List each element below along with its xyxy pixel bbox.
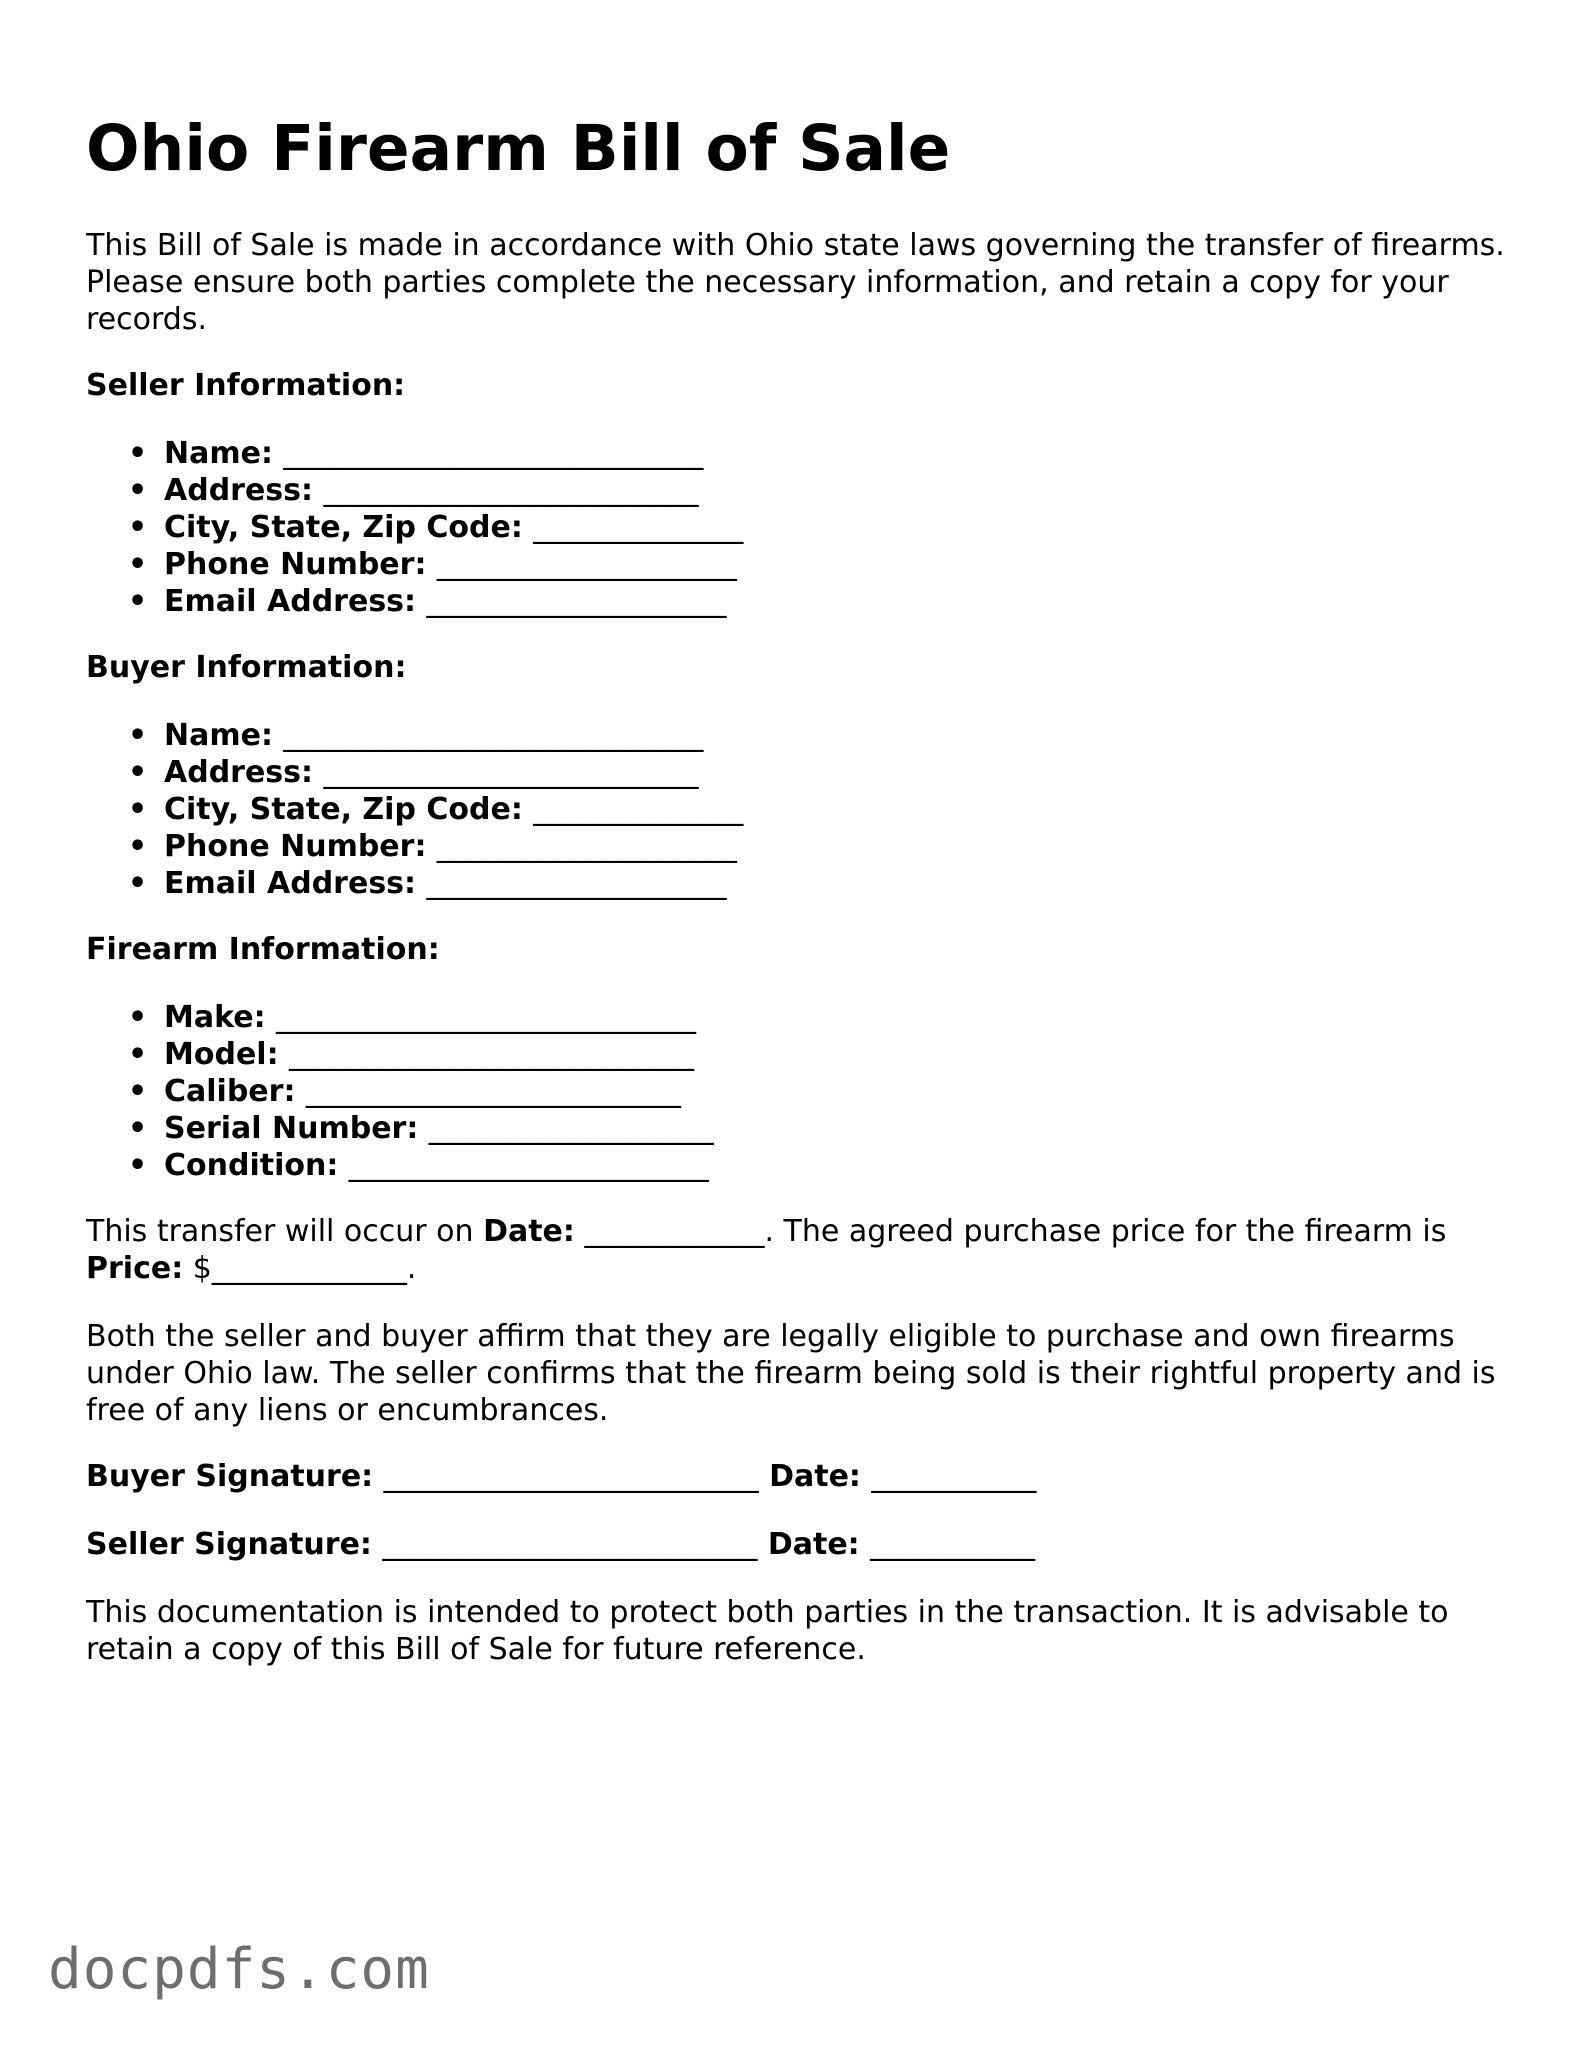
field-label: Phone Number:	[164, 547, 427, 582]
buyer-date-label: Date:	[769, 1459, 861, 1494]
field-label: Caliber:	[164, 1074, 296, 1109]
transfer-text-2: . The agreed purchase price for the firearm is	[764, 1214, 1447, 1249]
field-label: Name:	[164, 436, 273, 471]
firearm-section-heading: Firearm Information:	[86, 932, 440, 967]
field-label: Condition:	[164, 1148, 339, 1183]
buyer-fields-list	[86, 717, 743, 902]
fill-in-line[interactable]: ____________________	[426, 866, 727, 901]
buyer-signature-fill-in[interactable]: _________________________	[383, 1459, 759, 1494]
fill-in-line[interactable]: ___________________	[428, 1111, 714, 1146]
firearm-caliber-field: • Caliber: _________________________	[128, 1074, 681, 1109]
fill-in-line[interactable]: ________________________	[348, 1148, 709, 1183]
affirmation-paragraph: Both the seller and buyer affirm that they are legally eligible to purchase and own firearms under Ohio law. The seller confirms that the firearm being sold is their rightful property and is free of any liens or encumbrances.	[86, 1319, 1496, 1428]
date-fill-in-line[interactable]: ____________	[574, 1214, 765, 1249]
transfer-paragraph	[86, 1213, 1506, 1287]
seller-phone-field: • Phone Number: ____________________	[128, 547, 737, 582]
field-label: Phone Number:	[164, 829, 427, 864]
firearm-serial-number-field: • Serial Number: ___________________	[128, 1111, 714, 1146]
fill-in-line[interactable]: _________________________	[323, 755, 699, 790]
seller-address-field: • Address: _________________________	[128, 473, 699, 508]
firearm-model-field: • Model: ___________________________	[128, 1037, 695, 1072]
closing-paragraph: This documentation is intended to protect both parties in the transaction. It is advisable to retain a copy of this Bill of Sale for future reference.	[86, 1595, 1449, 1667]
seller-section-heading: Seller Information:	[86, 368, 406, 403]
field-label: Address:	[164, 473, 314, 508]
buyer-signature-line	[86, 1458, 1036, 1495]
fill-in-line[interactable]: ____________________	[436, 829, 737, 864]
fill-in-line[interactable]: ____________________________	[276, 1000, 697, 1035]
seller-fields-list	[86, 435, 743, 620]
firearm-make-field: • Make: ____________________________	[128, 1000, 697, 1035]
seller-date-fill-in[interactable]: ___________	[870, 1527, 1036, 1562]
field-label: Model:	[164, 1037, 279, 1072]
buyer-email-field: • Email Address: ____________________	[128, 866, 727, 901]
seller-signature-line	[86, 1526, 1035, 1563]
intro-paragraph: This Bill of Sale is made in accordance with Ohio state laws governing the transfer of firearms. Please ensure both parties complete the necessary information, and retain a copy for your records.	[86, 228, 1505, 337]
fill-in-line[interactable]: _________________________	[305, 1074, 681, 1109]
transfer-text-3: .	[406, 1251, 417, 1286]
fill-in-line[interactable]: ______________	[533, 510, 744, 545]
fill-in-line[interactable]: ___________________________	[289, 1037, 695, 1072]
buyer-date-fill-in[interactable]: ___________	[871, 1459, 1037, 1494]
buyer-name-field: • Name: ____________________________	[128, 718, 704, 753]
buyer-address-field: • Address: _________________________	[128, 755, 699, 790]
watermark: docpdfs.com	[48, 1937, 430, 2002]
price-label: Price:	[86, 1251, 184, 1286]
firearm-fields-list	[86, 999, 714, 1184]
transfer-text-1: This transfer will occur on	[86, 1214, 484, 1249]
buyer-city-state-zip-field: • City, State, Zip Code: ______________	[128, 792, 744, 827]
fill-in-line[interactable]: ____________________	[426, 584, 727, 619]
firearm-condition-field: • Condition: ________________________	[128, 1148, 709, 1183]
field-label: Email Address:	[164, 584, 417, 619]
price-fill-in-line[interactable]: $_____________	[183, 1251, 407, 1286]
seller-city-state-zip-field: • City, State, Zip Code: ______________	[128, 510, 744, 545]
buyer-phone-field: • Phone Number: ____________________	[128, 829, 737, 864]
fill-in-line[interactable]: ____________________	[436, 547, 737, 582]
document-title: Ohio Firearm Bill of Sale	[86, 112, 951, 185]
field-label: City, State, Zip Code:	[164, 792, 523, 827]
field-label: Email Address:	[164, 866, 417, 901]
field-label: City, State, Zip Code:	[164, 510, 523, 545]
seller-email-field: • Email Address: ____________________	[128, 584, 727, 619]
seller-signature-fill-in[interactable]: _________________________	[382, 1527, 758, 1562]
field-label: Make:	[164, 1000, 266, 1035]
buyer-signature-label: Buyer Signature:	[86, 1459, 374, 1494]
fill-in-line[interactable]: ____________________________	[283, 436, 704, 471]
fill-in-line[interactable]: ______________	[533, 792, 744, 827]
fill-in-line[interactable]: ____________________________	[283, 718, 704, 753]
field-label: Name:	[164, 718, 273, 753]
seller-name-field: • Name: ____________________________	[128, 436, 704, 471]
seller-signature-label: Seller Signature:	[86, 1527, 372, 1562]
field-label: Address:	[164, 755, 314, 790]
field-label: Serial Number:	[164, 1111, 419, 1146]
date-label: Date:	[483, 1214, 575, 1249]
buyer-section-heading: Buyer Information:	[86, 650, 407, 685]
seller-date-label: Date:	[767, 1527, 860, 1562]
fill-in-line[interactable]: _________________________	[323, 473, 699, 508]
